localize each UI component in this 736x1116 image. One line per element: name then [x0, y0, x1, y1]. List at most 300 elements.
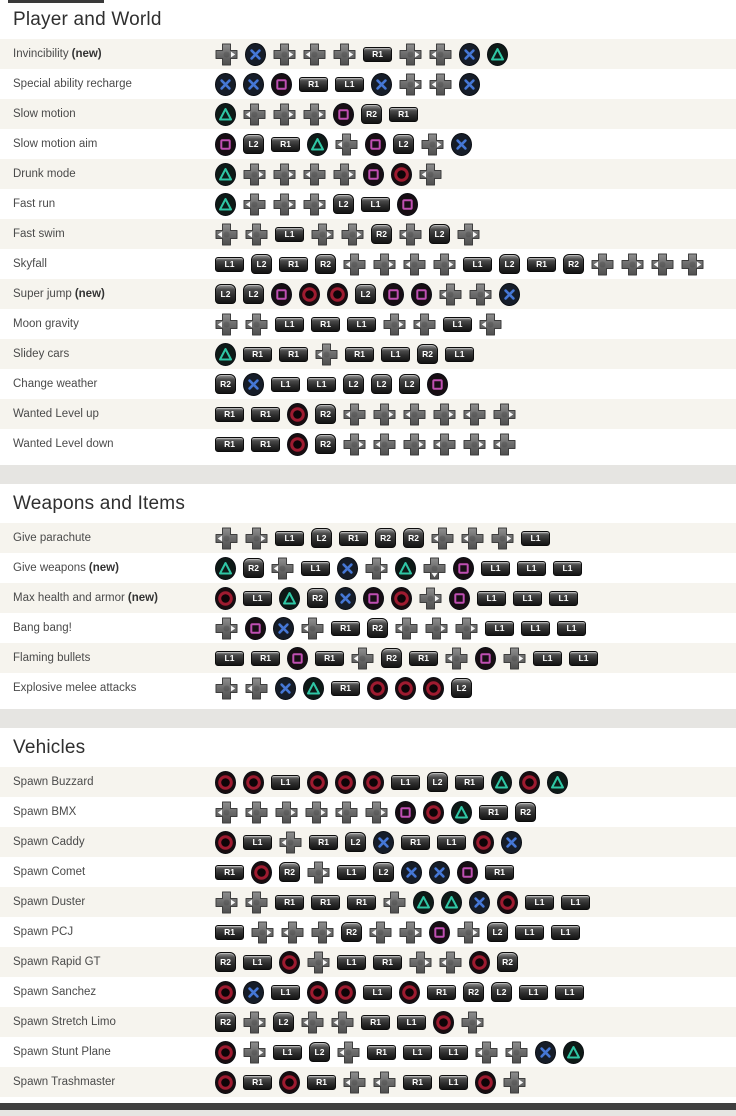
triangle-button-icon	[563, 1041, 584, 1064]
circle-button-icon	[299, 283, 320, 306]
r1-button-icon: R1	[373, 955, 402, 970]
dpad-left-icon	[331, 1011, 354, 1034]
dpad-left-icon	[461, 527, 484, 550]
square-button-icon	[427, 373, 448, 396]
l2-button-icon: L2	[355, 284, 376, 304]
l1-button-icon: L1	[215, 257, 244, 272]
dpad-right-icon	[503, 1071, 526, 1094]
button-sequence	[215, 587, 578, 610]
cross-button-icon	[469, 891, 490, 914]
circle-button-icon	[391, 163, 412, 186]
button-sequence	[215, 433, 516, 456]
cheat-label	[0, 926, 215, 938]
l1-button-icon: L1	[445, 347, 474, 362]
cheat-section	[0, 728, 736, 1103]
cheat-row	[0, 279, 736, 309]
cheat-row	[0, 887, 736, 917]
l1-button-icon: L1	[437, 835, 466, 850]
button-sequence	[215, 43, 508, 66]
dpad-right-icon	[311, 223, 334, 246]
dpad-right-icon	[365, 557, 388, 580]
l2-button-icon: L2	[243, 284, 264, 304]
dpad-left-icon	[343, 403, 366, 426]
section-gap	[0, 709, 736, 728]
cheat-row	[0, 339, 736, 369]
cheat-name-text: Give weapons	[13, 562, 86, 574]
r1-button-icon: R1	[251, 651, 280, 666]
dpad-right-icon	[303, 103, 326, 126]
triangle-button-icon	[215, 163, 236, 186]
button-sequence	[215, 313, 502, 336]
cheat-name-text: Spawn Trashmaster	[13, 1076, 116, 1088]
cheat-label	[0, 866, 215, 878]
l2-button-icon: L2	[333, 194, 354, 214]
triangle-button-icon	[487, 43, 508, 66]
dpad-left-icon	[383, 891, 406, 914]
r2-button-icon: R2	[215, 374, 236, 394]
dpad-right-icon	[273, 163, 296, 186]
r1-button-icon: R1	[409, 651, 438, 666]
dpad-right-icon	[419, 587, 442, 610]
dpad-right-icon	[457, 223, 480, 246]
dpad-right-icon	[373, 403, 396, 426]
cheat-label	[0, 108, 215, 120]
l1-button-icon: L1	[549, 591, 578, 606]
cheat-row	[0, 129, 736, 159]
l1-button-icon: L1	[337, 955, 366, 970]
r1-button-icon: R1	[331, 681, 360, 696]
cheat-row	[0, 99, 736, 129]
dpad-left-icon	[245, 313, 268, 336]
cheat-name-text: Spawn Rapid GT	[13, 956, 101, 968]
dpad-left-icon	[343, 253, 366, 276]
dpad-left-icon	[281, 921, 304, 944]
cross-button-icon	[243, 73, 264, 96]
r1-button-icon: R1	[251, 407, 280, 422]
dpad-right-icon	[273, 103, 296, 126]
cheat-name-text: Drunk mode	[13, 168, 76, 180]
circle-button-icon	[243, 771, 264, 794]
cheat-label	[0, 1076, 215, 1088]
cheat-label	[0, 438, 215, 450]
circle-button-icon	[473, 831, 494, 854]
r1-button-icon: R1	[311, 317, 340, 332]
l1-button-icon: L1	[381, 347, 410, 362]
l1-button-icon: L1	[477, 591, 506, 606]
l2-button-icon: L2	[273, 1012, 294, 1032]
cheat-row	[0, 309, 736, 339]
cross-button-icon	[373, 831, 394, 854]
cheat-name-text: Slidey cars	[13, 348, 70, 360]
dpad-right-icon	[275, 801, 298, 824]
square-button-icon	[449, 587, 470, 610]
r1-button-icon: R1	[427, 985, 456, 1000]
l1-button-icon: L1	[215, 651, 244, 666]
circle-button-icon	[307, 981, 328, 1004]
cheat-name-text: Max health and armor	[13, 592, 125, 604]
r1-button-icon: R1	[271, 137, 300, 152]
cheat-section	[0, 484, 736, 709]
r2-button-icon: R2	[371, 224, 392, 244]
dpad-left-icon	[215, 801, 238, 824]
dpad-right-icon	[215, 891, 238, 914]
dpad-left-icon	[651, 253, 674, 276]
r1-button-icon: R1	[401, 835, 430, 850]
cheat-name-text: Slow motion aim	[13, 138, 98, 150]
cheat-row	[0, 947, 736, 977]
r2-button-icon: R2	[279, 862, 300, 882]
dpad-left-icon	[351, 647, 374, 670]
r2-button-icon: R2	[315, 404, 336, 424]
cheat-name-text: Bang bang!	[13, 622, 72, 634]
square-button-icon	[363, 587, 384, 610]
circle-button-icon	[475, 1071, 496, 1094]
cheat-row	[0, 69, 736, 99]
cheat-label	[0, 138, 215, 150]
dpad-left-icon	[243, 103, 266, 126]
button-sequence	[215, 801, 536, 824]
cheat-row	[0, 583, 736, 613]
square-button-icon	[245, 617, 266, 640]
circle-button-icon	[335, 771, 356, 794]
dpad-right-icon	[245, 527, 268, 550]
dpad-right-icon	[215, 617, 238, 640]
cheat-name-text: Special ability recharge	[13, 78, 132, 90]
cheat-label	[0, 318, 215, 330]
r1-button-icon: R1	[279, 347, 308, 362]
dpad-right-icon	[333, 43, 356, 66]
dpad-left-icon	[245, 223, 268, 246]
r2-button-icon: R2	[307, 588, 328, 608]
cheat-name-text: Wanted Level down	[13, 438, 114, 450]
r1-button-icon: R1	[485, 865, 514, 880]
square-button-icon	[453, 557, 474, 580]
cross-button-icon	[429, 861, 450, 884]
dpad-right-icon	[621, 253, 644, 276]
l2-button-icon: L2	[311, 528, 332, 548]
dpad-left-icon	[343, 1071, 366, 1094]
square-button-icon	[411, 283, 432, 306]
cheat-label	[0, 562, 215, 574]
cheat-name-text: Slow motion	[13, 108, 76, 120]
r1-button-icon: R1	[307, 1075, 336, 1090]
circle-button-icon	[423, 801, 444, 824]
r1-button-icon: R1	[309, 835, 338, 850]
cross-button-icon	[335, 587, 356, 610]
r2-button-icon: R2	[375, 528, 396, 548]
l2-button-icon: L2	[399, 374, 420, 394]
cheat-name-text: Skyfall	[13, 258, 47, 270]
dpad-down-icon	[423, 557, 446, 580]
cheat-row	[0, 857, 736, 887]
triangle-button-icon	[441, 891, 462, 914]
circle-button-icon	[215, 981, 236, 1004]
cheat-name-text: Fast run	[13, 198, 56, 210]
button-sequence	[215, 283, 520, 306]
r1-button-icon: R1	[279, 257, 308, 272]
cheat-name-text: Super jump	[13, 288, 72, 300]
cheat-row	[0, 613, 736, 643]
new-badge: (new)	[74, 288, 105, 300]
l1-button-icon: L1	[533, 651, 562, 666]
l1-button-icon: L1	[569, 651, 598, 666]
dpad-left-icon	[475, 1041, 498, 1064]
cheat-label	[0, 622, 215, 634]
cross-button-icon	[371, 73, 392, 96]
dpad-left-icon	[215, 223, 238, 246]
l1-button-icon: L1	[391, 775, 420, 790]
dpad-right-icon	[373, 253, 396, 276]
cross-button-icon	[273, 617, 294, 640]
dpad-left-icon	[433, 433, 456, 456]
r1-button-icon: R1	[251, 437, 280, 452]
cross-button-icon	[275, 677, 296, 700]
dpad-left-icon	[245, 891, 268, 914]
dpad-right-icon	[399, 43, 422, 66]
l2-button-icon: L2	[309, 1042, 330, 1062]
r2-button-icon: R2	[463, 982, 484, 1002]
cheat-row	[0, 767, 736, 797]
button-sequence	[215, 861, 514, 884]
dpad-right-icon	[251, 921, 274, 944]
l2-button-icon: L2	[427, 772, 448, 792]
triangle-button-icon	[413, 891, 434, 914]
l1-button-icon: L1	[553, 561, 582, 576]
circle-button-icon	[287, 433, 308, 456]
dpad-left-icon	[245, 677, 268, 700]
r1-button-icon: R1	[403, 1075, 432, 1090]
l1-button-icon: L1	[481, 561, 510, 576]
dpad-right-icon	[433, 253, 456, 276]
l1-button-icon: L1	[275, 531, 304, 546]
dpad-left-icon	[243, 193, 266, 216]
triangle-button-icon	[547, 771, 568, 794]
dpad-left-icon	[493, 433, 516, 456]
section-gap	[0, 465, 736, 484]
dpad-left-icon	[419, 163, 442, 186]
dpad-left-icon	[335, 133, 358, 156]
triangle-button-icon	[451, 801, 472, 824]
cheat-row	[0, 369, 736, 399]
dpad-left-icon	[403, 253, 426, 276]
circle-button-icon	[399, 981, 420, 1004]
l1-button-icon: L1	[271, 775, 300, 790]
dpad-right-icon	[307, 861, 330, 884]
cheat-label	[0, 228, 215, 240]
l1-button-icon: L1	[243, 835, 272, 850]
r2-button-icon: R2	[215, 1012, 236, 1032]
cheat-label	[0, 836, 215, 848]
section-title: Weapons and Items	[13, 493, 186, 514]
r2-button-icon: R2	[315, 434, 336, 454]
l1-button-icon: L1	[243, 591, 272, 606]
dpad-right-icon	[343, 433, 366, 456]
dpad-right-icon	[303, 193, 326, 216]
l1-button-icon: L1	[463, 257, 492, 272]
l1-button-icon: L1	[521, 621, 550, 636]
dpad-left-icon	[271, 557, 294, 580]
cross-button-icon	[501, 831, 522, 854]
l2-button-icon: L2	[487, 922, 508, 942]
dpad-right-icon	[493, 403, 516, 426]
l1-button-icon: L1	[519, 985, 548, 1000]
square-button-icon	[287, 647, 308, 670]
dpad-left-icon	[463, 403, 486, 426]
dpad-right-icon	[469, 283, 492, 306]
button-sequence	[215, 373, 448, 396]
circle-button-icon	[469, 951, 490, 974]
dpad-right-icon	[461, 1011, 484, 1034]
l1-button-icon: L1	[561, 895, 590, 910]
cheat-name-text: Spawn Comet	[13, 866, 86, 878]
cross-button-icon	[499, 283, 520, 306]
l2-button-icon: L2	[215, 284, 236, 304]
l1-button-icon: L1	[513, 591, 542, 606]
cheat-name-text: Wanted Level up	[13, 408, 99, 420]
circle-button-icon	[279, 951, 300, 974]
cheat-row	[0, 189, 736, 219]
cheat-label	[0, 956, 215, 968]
button-sequence	[215, 1041, 584, 1064]
dpad-left-icon	[395, 617, 418, 640]
dpad-left-icon	[303, 163, 326, 186]
r1-button-icon: R1	[479, 805, 508, 820]
button-sequence	[215, 891, 590, 914]
dpad-right-icon	[455, 617, 478, 640]
cheat-label	[0, 806, 215, 818]
l1-button-icon: L1	[273, 1045, 302, 1060]
dpad-right-icon	[463, 433, 486, 456]
l1-button-icon: L1	[307, 377, 336, 392]
l1-button-icon: L1	[363, 985, 392, 1000]
circle-button-icon	[215, 1071, 236, 1094]
r1-button-icon: R1	[345, 347, 374, 362]
r1-button-icon: R1	[215, 865, 244, 880]
button-sequence	[215, 921, 580, 944]
l1-button-icon: L1	[555, 985, 584, 1000]
cheat-label	[0, 592, 215, 604]
dpad-left-icon	[429, 43, 452, 66]
circle-button-icon	[363, 771, 384, 794]
cheat-row	[0, 553, 736, 583]
cross-button-icon	[337, 557, 358, 580]
dpad-right-icon	[421, 133, 444, 156]
r2-button-icon: R2	[497, 952, 518, 972]
button-sequence	[215, 223, 480, 246]
cheat-label	[0, 198, 215, 210]
button-sequence	[215, 617, 586, 640]
dpad-right-icon	[243, 1041, 266, 1064]
circle-button-icon	[215, 1041, 236, 1064]
l2-button-icon: L2	[345, 832, 366, 852]
circle-button-icon	[367, 677, 388, 700]
cheat-name-text: Invincibility	[13, 48, 69, 60]
dpad-left-icon	[399, 223, 422, 246]
dpad-left-icon	[413, 313, 436, 336]
cheat-name-text: Explosive melee attacks	[13, 682, 137, 694]
square-button-icon	[365, 133, 386, 156]
dpad-left-icon	[591, 253, 614, 276]
circle-button-icon	[519, 771, 540, 794]
square-button-icon	[271, 283, 292, 306]
l2-button-icon: L2	[251, 254, 272, 274]
r2-button-icon: R2	[563, 254, 584, 274]
cheat-name-text: Spawn Buzzard	[13, 776, 94, 788]
triangle-button-icon	[215, 193, 236, 216]
cross-button-icon	[245, 43, 266, 66]
dpad-right-icon	[365, 801, 388, 824]
button-sequence	[215, 103, 418, 126]
l1-button-icon: L1	[301, 561, 330, 576]
cheat-label	[0, 408, 215, 420]
l2-button-icon: L2	[343, 374, 364, 394]
cheat-name-text: Spawn Stretch Limo	[13, 1016, 116, 1028]
cross-button-icon	[243, 981, 264, 1004]
r1-button-icon: R1	[367, 1045, 396, 1060]
r2-button-icon: R2	[341, 922, 362, 942]
triangle-button-icon	[395, 557, 416, 580]
circle-button-icon	[335, 981, 356, 1004]
square-button-icon	[271, 73, 292, 96]
cheat-row	[0, 1037, 736, 1067]
r1-button-icon: R1	[361, 1015, 390, 1030]
cheat-row	[0, 917, 736, 947]
cheat-row	[0, 159, 736, 189]
l2-button-icon: L2	[429, 224, 450, 244]
dpad-right-icon	[681, 253, 704, 276]
button-sequence	[215, 771, 568, 794]
button-sequence	[215, 557, 582, 580]
cheat-label	[0, 378, 215, 390]
cheat-row	[0, 39, 736, 69]
dpad-left-icon	[445, 647, 468, 670]
square-button-icon	[383, 283, 404, 306]
cheat-row	[0, 643, 736, 673]
dpad-right-icon	[433, 403, 456, 426]
button-sequence	[215, 527, 550, 550]
r2-button-icon: R2	[367, 618, 388, 638]
dpad-right-icon	[243, 163, 266, 186]
circle-button-icon	[327, 283, 348, 306]
dpad-left-icon	[439, 283, 462, 306]
cross-button-icon	[451, 133, 472, 156]
dpad-right-icon	[383, 313, 406, 336]
cross-button-icon	[535, 1041, 556, 1064]
r1-button-icon: R1	[215, 925, 244, 940]
square-button-icon	[429, 921, 450, 944]
button-sequence	[215, 253, 704, 276]
r1-button-icon: R1	[243, 347, 272, 362]
l1-button-icon: L1	[337, 865, 366, 880]
cross-button-icon	[215, 73, 236, 96]
r2-button-icon: R2	[381, 648, 402, 668]
dpad-right-icon	[399, 921, 422, 944]
cross-button-icon	[459, 43, 480, 66]
cross-button-icon	[401, 861, 422, 884]
l1-button-icon: L1	[361, 197, 390, 212]
r2-button-icon: R2	[403, 528, 424, 548]
r1-button-icon: R1	[347, 895, 376, 910]
dpad-left-icon	[215, 527, 238, 550]
dpad-right-icon	[273, 43, 296, 66]
dpad-right-icon	[457, 921, 480, 944]
triangle-button-icon	[491, 771, 512, 794]
cheat-label	[0, 986, 215, 998]
cheat-name-text: Fast swim	[13, 228, 65, 240]
dpad-left-icon	[245, 801, 268, 824]
cheat-row	[0, 399, 736, 429]
dpad-left-icon	[403, 403, 426, 426]
